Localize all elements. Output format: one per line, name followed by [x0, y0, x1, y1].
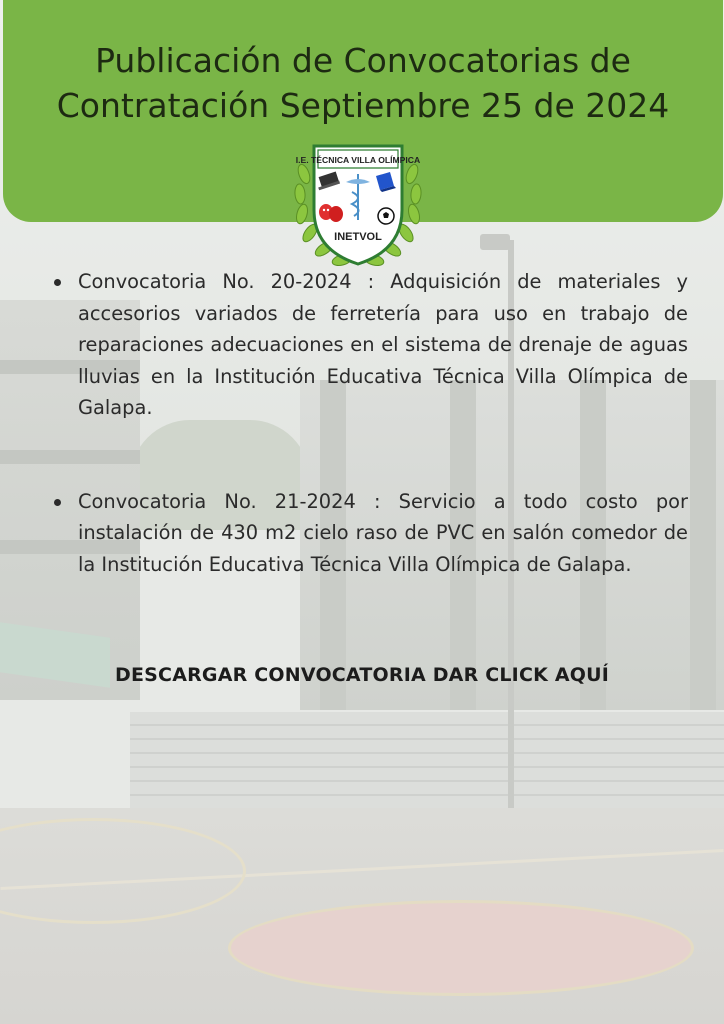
page-title-line-1: Publicación de Convocatorias de	[95, 41, 631, 80]
school-crest	[288, 140, 428, 272]
list-item: Convocatoria No. 21-2024 : Servicio a todo costo por instalación de 430 m2 cielo raso de PVC en salón comedor de la Institución Educativa Técnica Villa Olímpica de Galapa.	[52, 486, 688, 581]
convocatorias-list	[52, 266, 688, 580]
crest-bottom-text: INETVOL	[334, 231, 382, 243]
soccer-ball-icon	[378, 208, 394, 224]
page-title-line-2: Contratación Septiembre 25 de 2024	[56, 86, 670, 125]
list-item: Convocatoria No. 20-2024 : Adquisición de materiales y accesorios variados de ferretería para uso en trabajo de reparaciones adecuaciones en el sistema de drenaje de aguas lluvias en la Institución Educativa Técnica Villa Olímpica de Galapa.	[52, 266, 688, 424]
crest-top-text: I.E. TÉCNICA VILLA OLÍMPICA	[295, 155, 421, 165]
page-title	[3, 38, 723, 128]
download-link[interactable]: DESCARGAR CONVOCATORIA DAR CLICK AQUÍ	[115, 664, 609, 686]
